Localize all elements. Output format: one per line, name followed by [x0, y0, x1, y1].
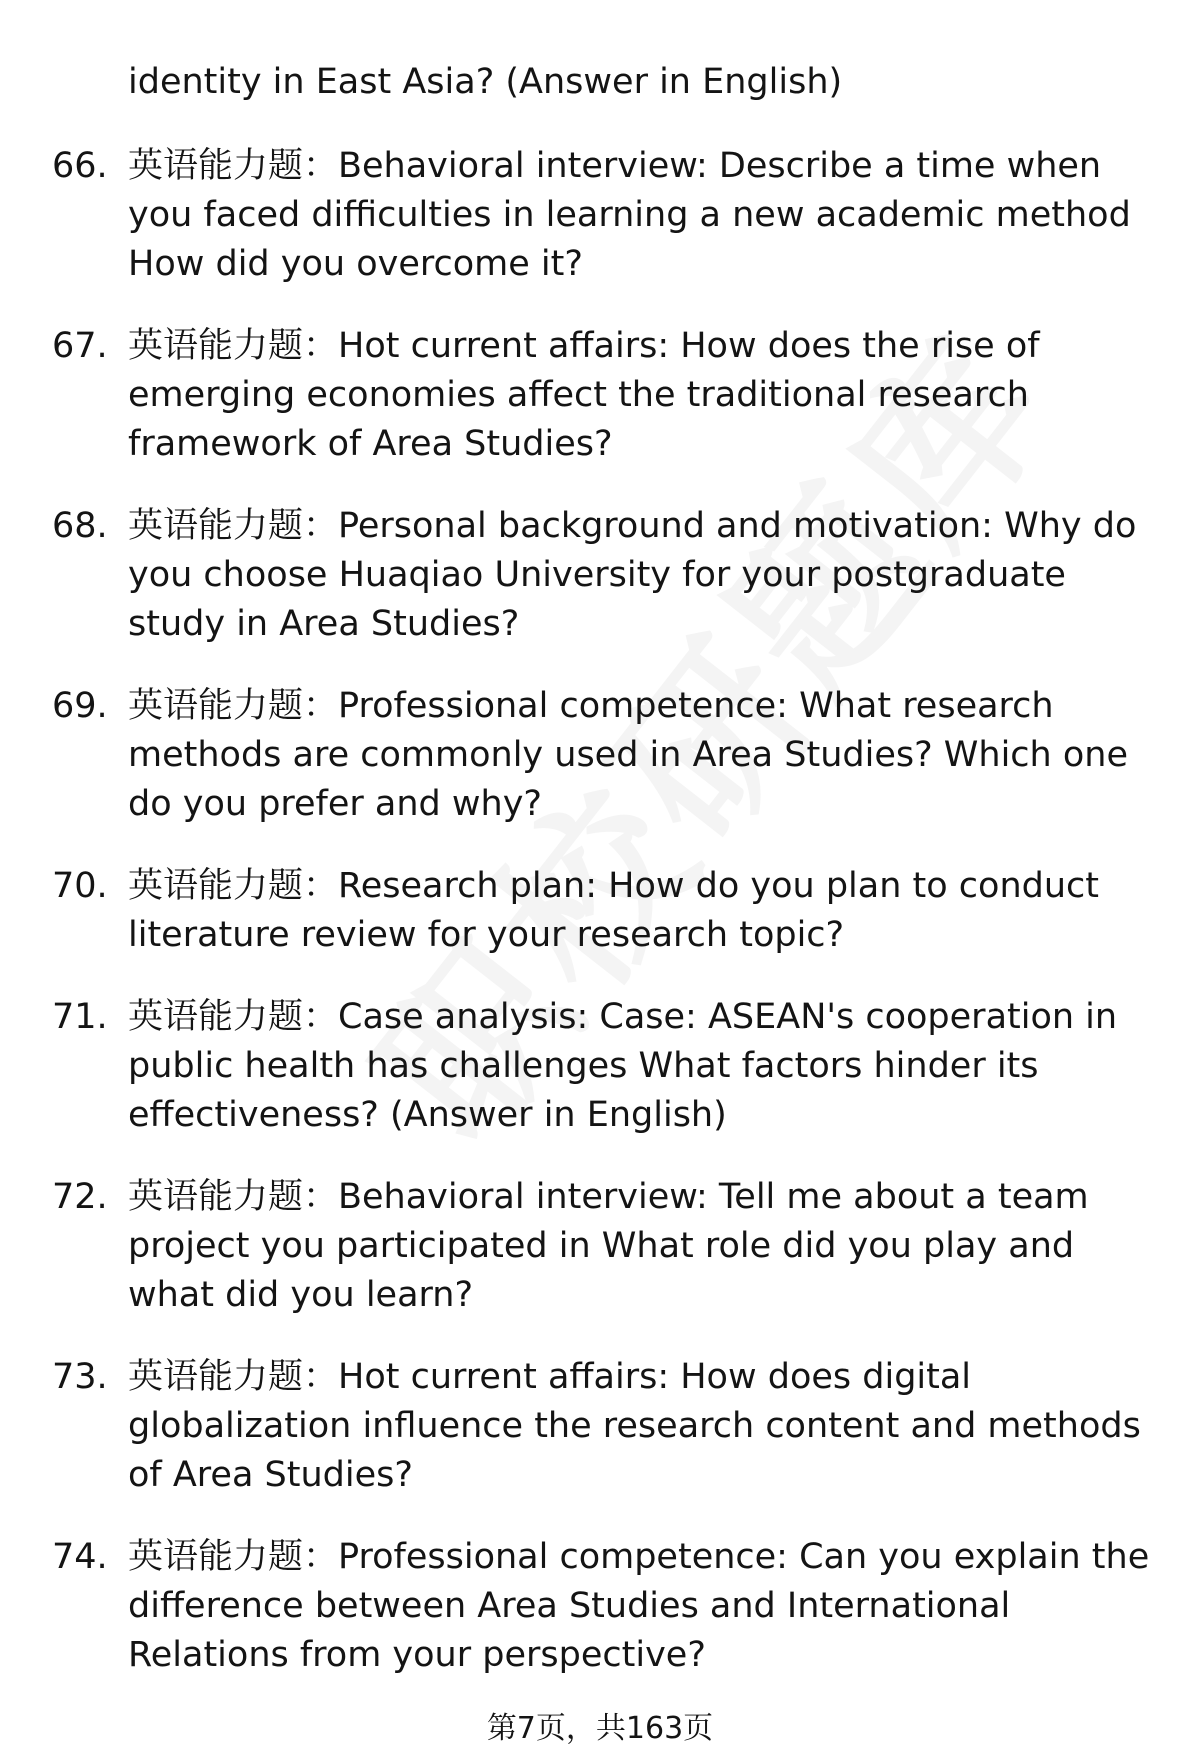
question-number: 71.	[52, 997, 108, 1037]
question-text: 英语能力题：Personal background and motivation: Why do you choose Huaqiao University for your postgraduate study in Area Studies?	[128, 506, 1137, 644]
question-number: 72.	[52, 1177, 108, 1217]
question-number: 66.	[52, 146, 108, 186]
question-number: 74.	[52, 1537, 108, 1577]
question-number: 69.	[52, 686, 108, 726]
question-text: 英语能力题：Professional competence: What research methods are commonly used in Area Studies? Which one do you prefer and why?	[128, 686, 1128, 824]
question-number: 73.	[52, 1357, 108, 1397]
continued-question-text: identity in East Asia? (Answer in English)	[128, 62, 843, 102]
question-text: 英语能力题：Hot current affairs: How does digital globalization influence the research content and methods of Area Studies?	[128, 1357, 1141, 1495]
question-text: 英语能力题：Case analysis: Case: ASEAN's cooperation in public health has challenges What factors hinder its effectiveness? (Answer in English)	[128, 997, 1118, 1135]
question-text: 英语能力题：Behavioral interview: Describe a time when you faced difficulties in learning a new academic method How did you overcome it?	[128, 146, 1131, 284]
question-number: 68.	[52, 506, 108, 546]
question-text: 英语能力题：Professional competence: Can you explain the difference between Area Studies and International Relations from your perspective?	[128, 1537, 1150, 1675]
question-text: 英语能力题：Hot current affairs: How does the rise of emerging economies affect the traditional research framework of Area Studies?	[128, 326, 1040, 464]
question-number: 67.	[52, 326, 108, 366]
question-number: 70.	[52, 866, 108, 906]
page-number-footer: 第7页，共163页	[486, 1711, 714, 1746]
question-text: 英语能力题：Behavioral interview: Tell me about a team project you participated in What role did you play and what did you learn?	[128, 1177, 1089, 1315]
question-text: 英语能力题：Research plan: How do you plan to conduct literature review for your research topic?	[128, 866, 1099, 955]
